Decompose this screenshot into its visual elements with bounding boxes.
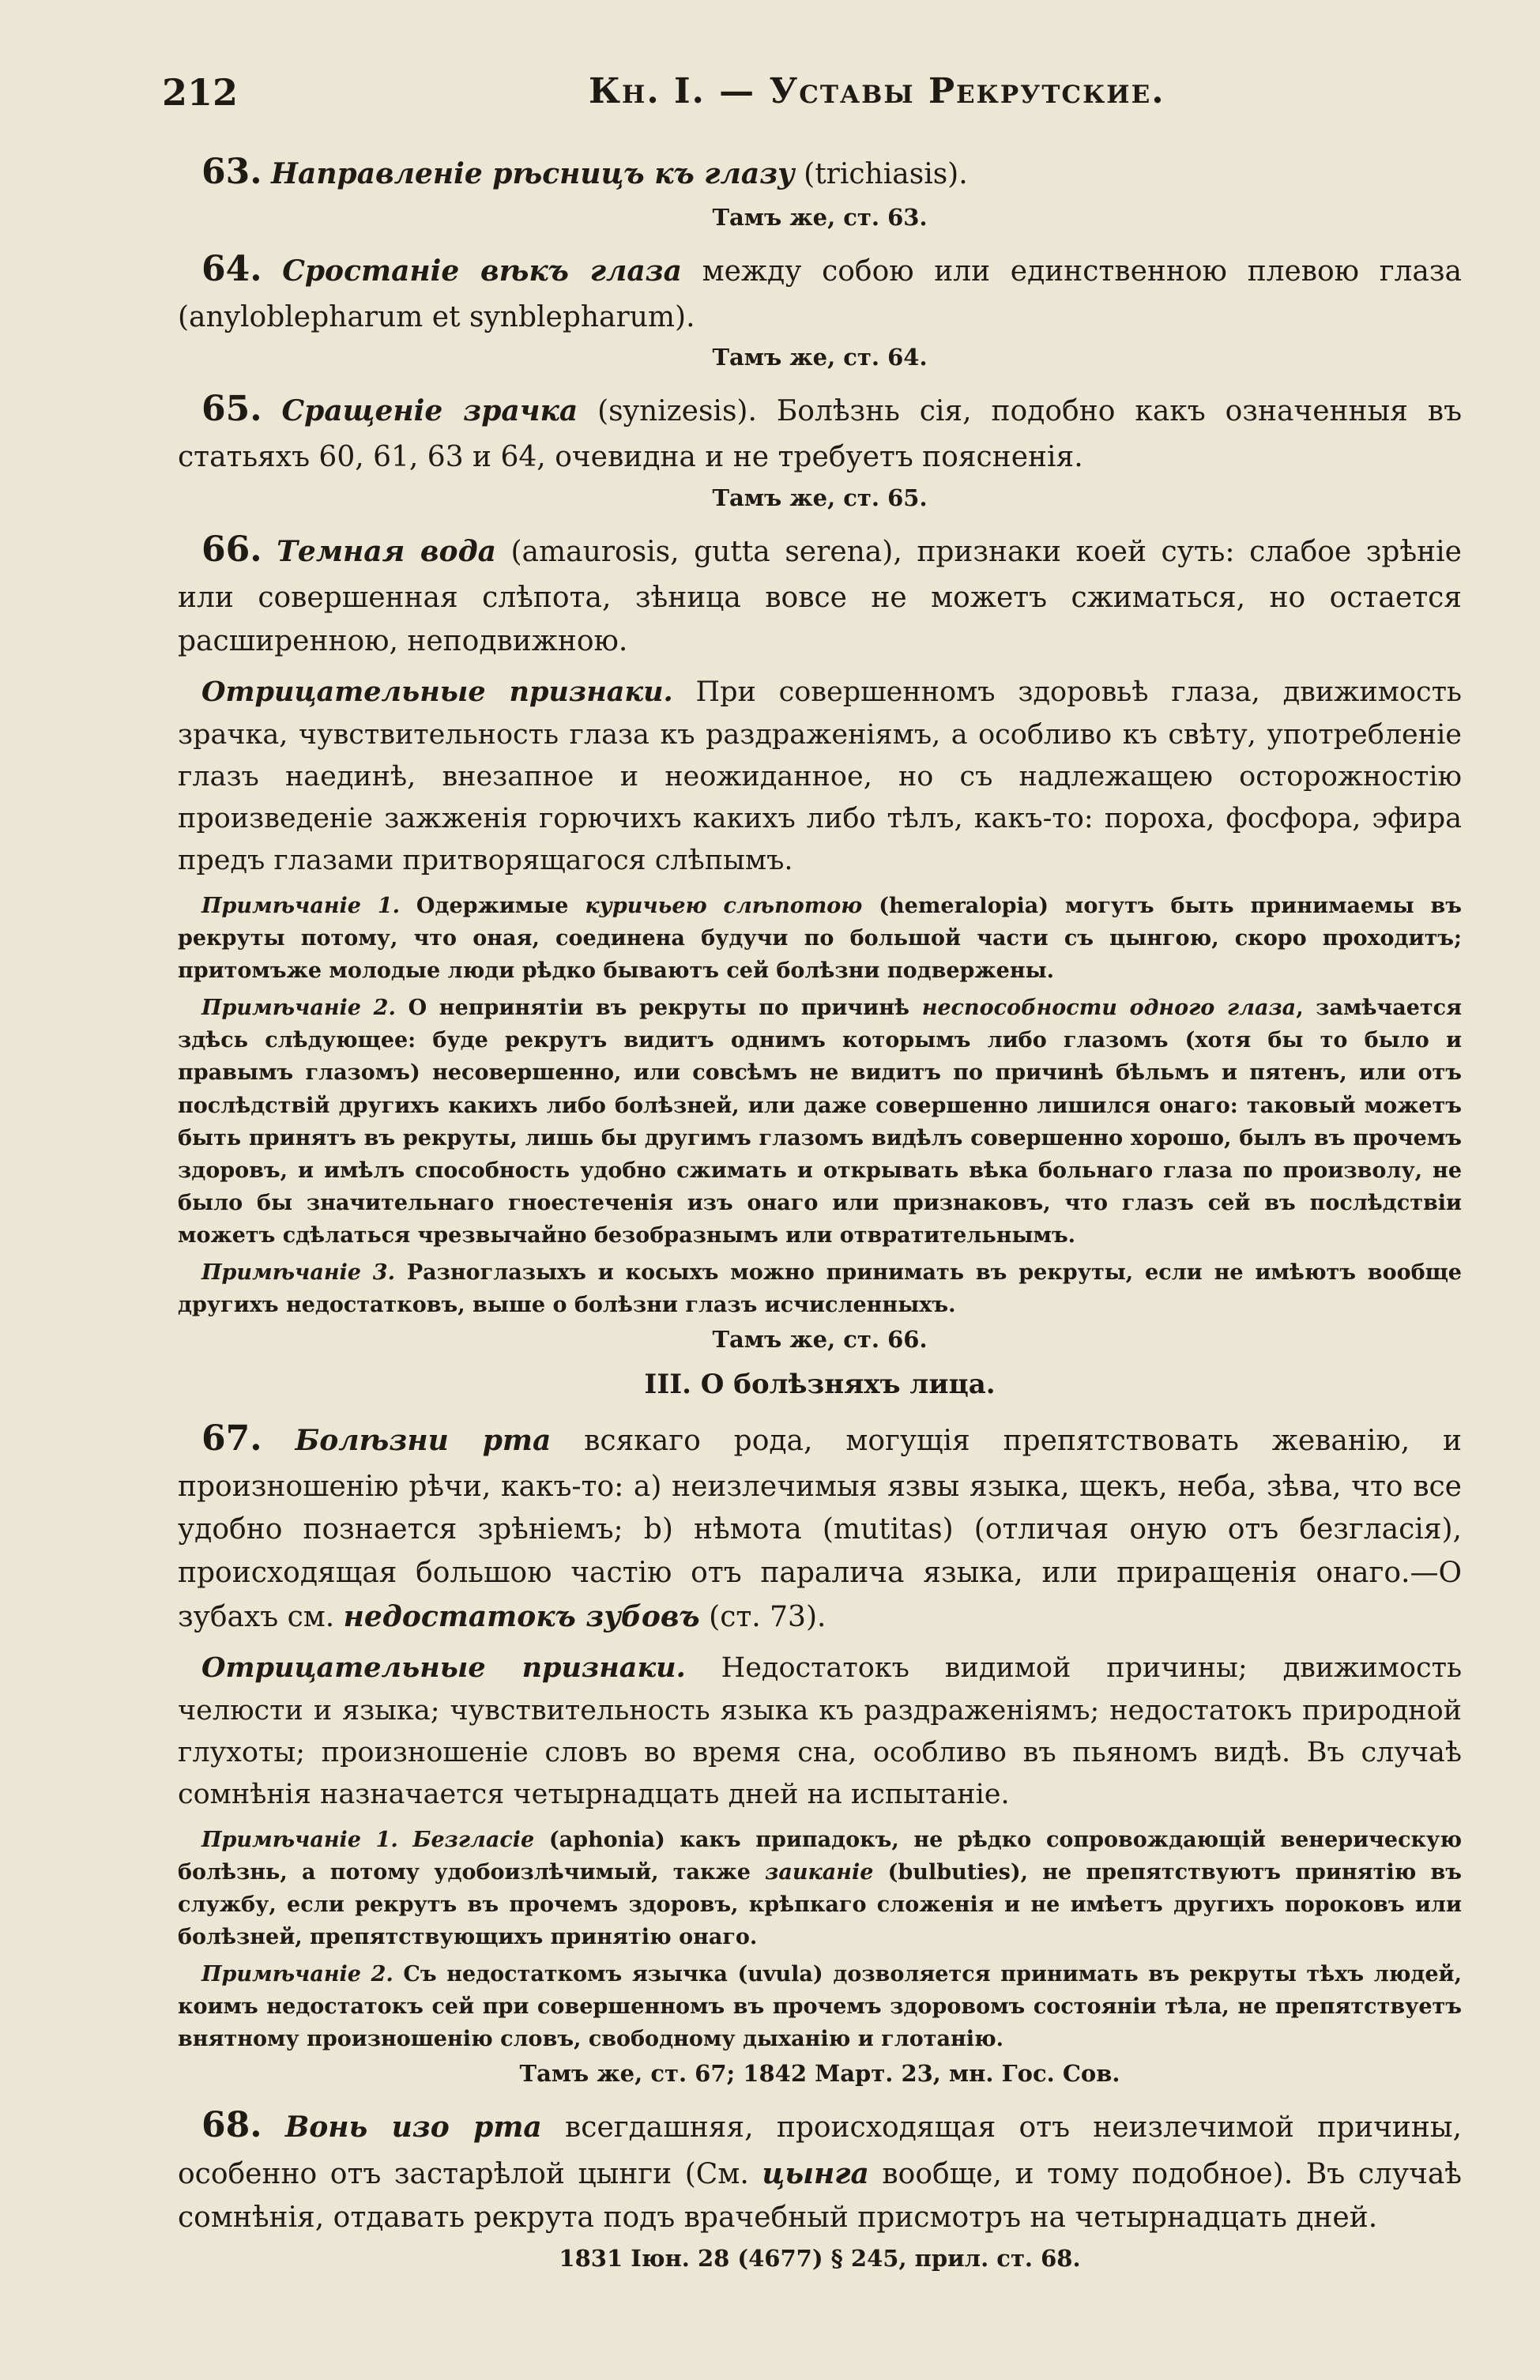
article-66-negative-signs xyxy=(178,671,1462,882)
note-term: Безгласіе xyxy=(397,1828,535,1853)
article-67-negative-signs xyxy=(178,1647,1462,1816)
note-text: Одержимые xyxy=(400,894,586,919)
note-text: Разноглазыхъ и косыхъ можно принимать въ рекруты, если не имѣютъ вообще другихъ недостатковъ, выше о болѣзни глазъ исчисленныхъ. xyxy=(178,1260,1462,1317)
negative-signs-text: Недостатокъ видимой причины; движимость челюсти и языка; чувствительность языка къ раздраженіямъ; недостатокъ природной глухоты; произношеніе словъ во время сна, особливо въ пьяномъ видѣ. Въ случаѣ сомнѣнія назначается четырнадцать дней на испытаніе. xyxy=(178,1652,1463,1811)
article-number: 66. xyxy=(201,529,262,571)
article-text: всегдашняя, происходящая отъ неизлечимой причины, особенно отъ застарѣлой цынги (См. xyxy=(178,2111,1462,2191)
running-title: Кн. I. — Уставы Рекрутские. xyxy=(589,71,1165,111)
note-label: Примѣчаніе 1. xyxy=(201,894,401,919)
note-text: О непринятіи въ рекруты по причинѣ xyxy=(395,996,922,1021)
note-text: (bulbuties), не препятствуютъ принятію въ службу, если рекрутъ въ прочемъ здоровъ, крѣпкаго сложенія и не имѣетъ другихъ пороковъ или болѣзней, препятствующихъ принятію онаго. xyxy=(178,1860,1462,1950)
article-term: Направленіе рѣсницъ къ глазу xyxy=(271,157,795,190)
article-term: Сростаніе вѣкъ глаза xyxy=(282,254,682,288)
article-term: Вонь изо рта xyxy=(284,2111,542,2145)
cross-reference: цынга xyxy=(762,2157,869,2191)
article-67-note-1 xyxy=(178,1824,1462,1953)
article-text: между собою или единственною плевою глаза (anyloblepharum et synblepharum). xyxy=(178,254,1462,333)
note-label: Примѣчаніе 2. xyxy=(201,1962,393,1987)
article-66 xyxy=(178,524,1462,663)
article-68 xyxy=(178,2099,1462,2239)
article-number: 68. xyxy=(201,2105,262,2146)
article-text: вообще, и тому подобное). Въ случаѣ сомнѣнія, отдавать рекрута подъ врачебный присмотръ на четырнадцать дней. xyxy=(178,2158,1463,2235)
article-66-note-2 xyxy=(178,992,1462,1251)
negative-signs-label: Отрицательные признаки. xyxy=(201,676,673,709)
negative-signs-label: Отрицательные признаки. xyxy=(201,1651,686,1685)
article-64 xyxy=(178,243,1462,340)
article-67-source: Тамъ же, ст. 67; 1842 Март. 23, мн. Гос. Сов. xyxy=(519,2060,1120,2088)
note-term: заиканіе xyxy=(765,1860,874,1885)
article-65-source: Тамъ же, ст. 65. xyxy=(712,484,928,512)
article-65 xyxy=(178,383,1462,480)
cross-reference: недостатокъ зубовъ xyxy=(343,1599,700,1633)
note-label: Примѣчаніе 2. xyxy=(201,996,396,1021)
article-63-source: Тамъ же, ст. 63. xyxy=(712,203,928,231)
article-term: Сращеніе зрачка xyxy=(281,394,578,428)
page-header xyxy=(162,71,1382,126)
negative-signs-text: При совершенномъ здоровьѣ глаза, движимость зрачка, чувствительность глаза къ раздраженіямъ, а особливо къ свѣту, употребленіе глазъ наединѣ, внезапное и неожиданное, но съ надлежащею осторожностію произведеніе зажженія горючихъ какихъ либо тѣлъ, какъ-то: пороха, фосфора, эфира предъ глазами притворящагося слѣпымъ. xyxy=(178,676,1462,877)
article-number: 65. xyxy=(201,389,262,430)
article-66-note-3 xyxy=(178,1256,1462,1321)
note-text: (hemeralopia) могутъ быть принимаемы въ рекруты потому, что оная, соединена будучи по большой части съ цынгою, скоро проходитъ; притомъже молодые люди рѣдко бываютъ сей болѣзни подвержены. xyxy=(178,894,1462,984)
article-63 xyxy=(178,146,1462,199)
article-66-source: Тамъ же, ст. 66. xyxy=(712,1325,928,1353)
article-67-note-2 xyxy=(178,1958,1462,2055)
article-64-source: Тамъ же, ст. 64. xyxy=(712,344,928,371)
article-term: Темная вода xyxy=(277,535,496,569)
article-number: 64. xyxy=(201,248,262,289)
article-term: Болѣзни рта xyxy=(295,1423,552,1457)
article-number: 63. xyxy=(201,152,262,192)
section-heading: III. О болѣзняхъ лица. xyxy=(644,1368,996,1400)
note-text: (aphonia) какъ припадокъ, не рѣдко сопровождающій венерическую болѣзнь, а потому удобоизлѣчимый, также xyxy=(178,1828,1462,1885)
article-66-note-1 xyxy=(178,890,1462,987)
note-term: куричьею слѣпотою xyxy=(585,894,863,919)
article-67 xyxy=(178,1413,1462,1640)
article-text: (ст. 73). xyxy=(699,1600,826,1633)
note-label: Примѣчаніе 1. xyxy=(201,1828,398,1853)
article-68-source: 1831 Іюн. 28 (4677) § 245, прил. ст. 68. xyxy=(559,2244,1081,2272)
article-text: всякаго рода, могущія препятствовать жеванію, и произношенію рѣчи, какъ-то: а) неизлечимыя язвы языка, щекъ, неба, зѣва, что все удобно познается зрѣніемъ; b) нѣмота (mutitas) (отличая оную отъ безгласія), происходящая большою частію отъ паралича языка, или приращенія онаго.—О зубахъ см. xyxy=(178,1424,1462,1633)
note-label: Примѣчаніе 3. xyxy=(201,1260,395,1285)
article-number: 67. xyxy=(201,1418,262,1459)
note-text: , замѣчается здѣсь слѣдующее: буде рекрутъ видитъ однимъ которымъ либо глазомъ (хотя бы то было и правымъ глазомъ) несовершенно, или совсѣмъ не видитъ по причинѣ бѣльмъ и пятенъ, или отъ послѣдствій другихъ какихъ либо болѣзней, или даже совершенно лишился онаго: таковый можетъ быть принятъ въ рекруты, лишь бы другимъ глазомъ видѣлъ совершенно хорошо, былъ въ прочемъ здоровъ, и имѣлъ способность удобно сжимать и открывать вѣка больнаго глаза по произволу, не было бы значительнаго гноестеченія изъ онаго или признаковъ, что глазъ сей въ послѣдствіи можетъ сдѣлаться чрезвычайно безобразнымъ или отвратительнымъ. xyxy=(178,996,1463,1248)
page-number: 212 xyxy=(162,71,239,114)
page-body xyxy=(178,146,1462,2272)
article-text: (amaurosis, gutta serena), признаки коей суть: слабое зрѣніе или совершенная слѣпота, зѣница вовсе не можетъ сжиматься, но остается расширенною, неподвижною. xyxy=(178,536,1462,657)
article-text: (synizesis). Болѣзнь сія, подобно какъ означенныя въ статьяхъ 60, 61, 63 и 64, очевидна и не требуетъ поясненія. xyxy=(178,395,1462,474)
article-text: (trichiasis). xyxy=(794,158,968,190)
note-term: неспособности одного глаза xyxy=(921,996,1297,1021)
note-text: Съ недостаткомъ язычка (uvula) дозволяется принимать въ рекруты тѣхъ людей, коимъ недостатокъ сей при совершенномъ въ прочемъ здоровомъ состояніи тѣла, не препятствуетъ внятному произношенію словъ, свободному дыханію и глотанію. xyxy=(178,1962,1462,2052)
